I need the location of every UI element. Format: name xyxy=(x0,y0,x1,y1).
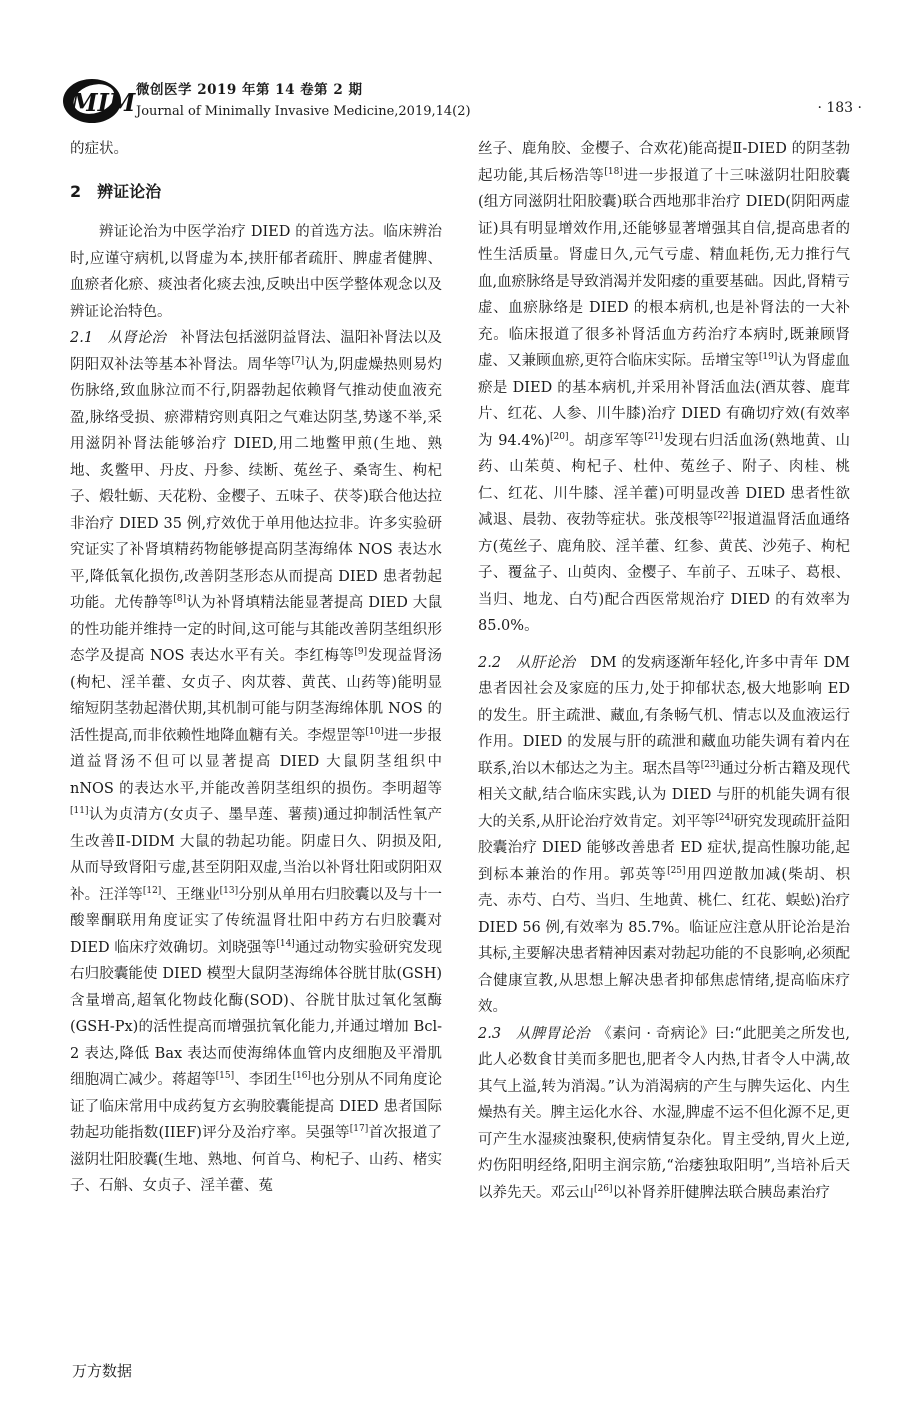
subsection-title: 2.3 从脾胃论治 xyxy=(478,1025,590,1042)
citation: [16] xyxy=(292,1071,311,1081)
footer-watermark: 万方数据 xyxy=(72,1362,133,1380)
svg-text:MIM: MIM xyxy=(71,88,136,117)
subsection-title: 2.2 从肝论治 xyxy=(478,654,576,671)
citation: [13] xyxy=(219,885,239,896)
citation: [12] xyxy=(142,885,162,896)
paragraph-intro: 辨证论治为中医学治疗 DIED 的首选方法。临床辨治时,应谨守病机,以肾虚为本,挟肝郁者疏肝、脾虚者健脾、血瘀者化瘀、痰浊者化痰去浊,反映出中医学整体观念以及辨证论治特色。 xyxy=(70,224,442,320)
citation: [21] xyxy=(644,431,663,442)
page-header xyxy=(62,76,862,132)
citation: [18] xyxy=(604,166,623,177)
subsection-2-3: 2.3 从脾胃论治 《素问 · 奇病论》曰:“此肥美之所发也,此人必数食甘美而多肥也,肥者令人内热,甘者令人中满,故其气上溢,转为消渴。”认为消渴病的产生与脾失运化、内生燥热有关。脾主运化水谷、水湿,脾虚不运不但化源不足,更可产生水湿痰浊聚积,使病情复杂化。胃主受纳,胃火上逆,灼伤阳明经络,阳明主润宗筋,“治痿独取阳明”,当培补后天以养先天。邓云山[26]以补肾养肝健脾法联合胰岛素治疗 xyxy=(478,1025,850,1201)
paragraph-continuation: 的症状。 xyxy=(70,141,128,157)
citation: [15] xyxy=(215,1071,235,1081)
journal-title-en: Journal of Minimally Invasive Medicine,2019,14(2) xyxy=(136,104,471,119)
subsection-2-1: 2.1 从肾论治 补肾法包括滋阴益肾法、温阳补肾法以及阴阳双补法等基本补肾法。周华等[7]认为,阴虚燥热则易灼伤脉络,致血脉泣而不行,阴器勃起依赖肾气推动使血液充盈,脉络受损、瘀滞精窍则真阳之气难达阴茎,势遂不举,采用滋阴补肾法能够治疗 DIED,用二地鳖甲煎(生地、熟地、炙鳖甲、丹皮、丹参、续断、菟丝子、桑寄生、枸杞子、煅牡蛎、天花粉、金樱子、五味子、茯苓)联合他达拉非治疗 DIED 35 例,疗效优于单用他达拉非。许多实验研究证实了补肾填精药物能够提高阴茎海绵体 NOS 表达水平,降低氧化损伤,改善阴茎形态从而提高 DIED 患者勃起功能。尤传静等[8]认为补肾填精法能显著提高 DIED 大鼠的性功能并维持一定的时间,这可能与其能改善阴茎组织形态学及提高 NOS 表达水平有关。李红梅等[9]发现益肾汤(枸杞、淫羊藿、女贞子、肉苁蓉、黄芪、山药等)能明显缩短阴茎勃起潜伏期,其机制可能与阴茎海绵体肌 NOS 的活性提高,而非依赖性地降血糖有关。李煜罡等[10]进一步报道益肾汤不但可以显著提高 DIED 大鼠阴茎组织中 nNOS 的表达水平,并能改善阴茎组织的损伤。李明超等[11]认为贞清方(女贞子、墨旱莲、薯蓣)通过抑制活性氧产生改善Ⅱ-DIDM 大鼠的勃起功能。阴虚日久、阴损及阳,从而导致肾阳亏虚,甚至阴阳双虚,当治以补肾壮阳或阴阳双补。汪洋等[12]、王继业[13]分别从单用右归胶囊以及与十一酸睾酮联用角度证实了传统温肾壮阳中药方右归胶囊对 DIED 临床疗效确切。刘晓强等[14]通过动物实验研究发现右归胶囊能使 DIED 模型大鼠阴茎海绵体谷胱甘肽(GSH)含量增高,超氧化物歧化酶(SOD)、谷胱甘肽过氧化氢酶(GSH-Px)的活性提高而增强抗氧化能力,并通过增加 Bcl-2 表达,降低 Bax 表达而使海绵体血管内皮细胞及平滑肌细胞凋亡减少。蒋超等[15]、李团生[16]也分别从不同角度论证了临床常用中成药复方玄驹胶囊能提高 DIED 患者国际勃起功能指数(IIEF)评分及治疗率。吴强等[17]首次报道了滋阴壮阳胶囊(生地、熟地、何首乌、枸杞子、山药、楮实子、石斛、女贞子、淫羊藿、菟 xyxy=(70,330,443,1194)
citation: [22] xyxy=(713,511,733,521)
citation: [25] xyxy=(667,865,686,876)
citation: [7] xyxy=(291,355,305,366)
citation: [23] xyxy=(700,759,720,770)
citation: [9] xyxy=(354,647,368,657)
subsection-title: 2.1 从肾论治 xyxy=(70,330,166,346)
right-column xyxy=(478,136,850,1206)
journal-title-cn: 微创医学 2019 年第 14 卷第 2 期 xyxy=(136,82,363,98)
subsection-2-2: 2.2 从肝论治 DM 的发病逐渐年轻化,许多中青年 DM 患者因社会及家庭的压力,处于抑郁状态,极大地影响 ED 的发生。肝主疏泄、藏血,有条畅气机、情志以及血液运行作用。DIED 的发展与肝的疏泄和藏血功能失调有着内在联系,治以木郁达之为主。琚杰昌等[23]通过分析古籍及现代相关文献,结合临床实践,认为 DIED 与肝的机能失调有很大的关系,从肝论治疗效肯定。刘平等[24]研究发现疏肝益阳胶囊治疗 DIED 能够改善患者 ED 症状,提高性腺功能,起到标本兼治的作用。郭英等[25]用四逆散加减(柴胡、枳壳、赤芍、白芍、当归、生地黄、桃仁、红花、蜈蚣)治疗 DIED 56 例,有效率为 85.7%。临证应注意从肝论治是治其标,主要解决患者精神因素对勃起功能的不良影响,必须配合健康宣教,从思想上解决患者抑郁焦虑情绪,提高临床疗效。 xyxy=(478,654,851,1015)
page-number: · 183 · xyxy=(817,100,862,116)
citation: [11] xyxy=(70,806,89,816)
paragraph-continuation: 丝子、鹿角胶、金樱子、合欢花)能高提Ⅱ-DIED 的阴茎勃起功能,其后杨浩等[18]进一步报道了十三味滋阴壮阳胶囊(组方同滋阴壮阳胶囊)联合西地那非治疗 DIED(阴阳两虚证)具有明显增效作用,还能够显著增强其自信,提高患者的性生活质量。肾虚日久,元气亏虚、精血耗伤,无力推行气血,血瘀脉络是导致消渴并发阳痿的重要基础。因此,肾精亏虚、血瘀脉络是 DIED 的根本病机,也是补肾法的一大补充。临床报道了很多补肾活血方药治疗本病时,既兼顾肾虚、又兼顾血瘀,更符合临床实际。岳增宝等[19]认为肾虚血瘀是 DIED 的基本病机,并采用补肾活血法(酒苁蓉、鹿茸片、红花、人参、川牛膝)治疗 DIED 有确切疗效(有效率为 94.4%)[20]。胡彦军等[21]发现右归活血汤(熟地黄、山药、山茱萸、枸杞子、杜仲、菟丝子、附子、肉桂、桃仁、红花、川牛膝、淫羊藿)可明显改善 DIED 患者性欲减退、晨勃、夜勃等症状。张茂根等[22]报道温肾活血通络方(菟丝子、鹿角胶、淫羊藿、红参、黄芪、沙苑子、枸杞子、覆盆子、山萸肉、金樱子、车前子、五味子、葛根、当归、地龙、白芍)配合西医常规治疗 DIED 的有效率为 85.0%。 xyxy=(478,141,851,634)
section-heading: 2 辨证论治 xyxy=(70,181,162,201)
journal-logo-icon xyxy=(62,78,136,124)
citation: [14] xyxy=(276,938,295,949)
citation: [17] xyxy=(349,1124,369,1134)
citation: [26] xyxy=(594,1183,613,1194)
citation: [19] xyxy=(758,352,778,362)
citation: [8] xyxy=(173,594,187,604)
citation: [10] xyxy=(365,726,384,737)
citation: [24] xyxy=(715,812,734,823)
citation: [20] xyxy=(549,431,569,442)
left-column xyxy=(70,136,442,1200)
